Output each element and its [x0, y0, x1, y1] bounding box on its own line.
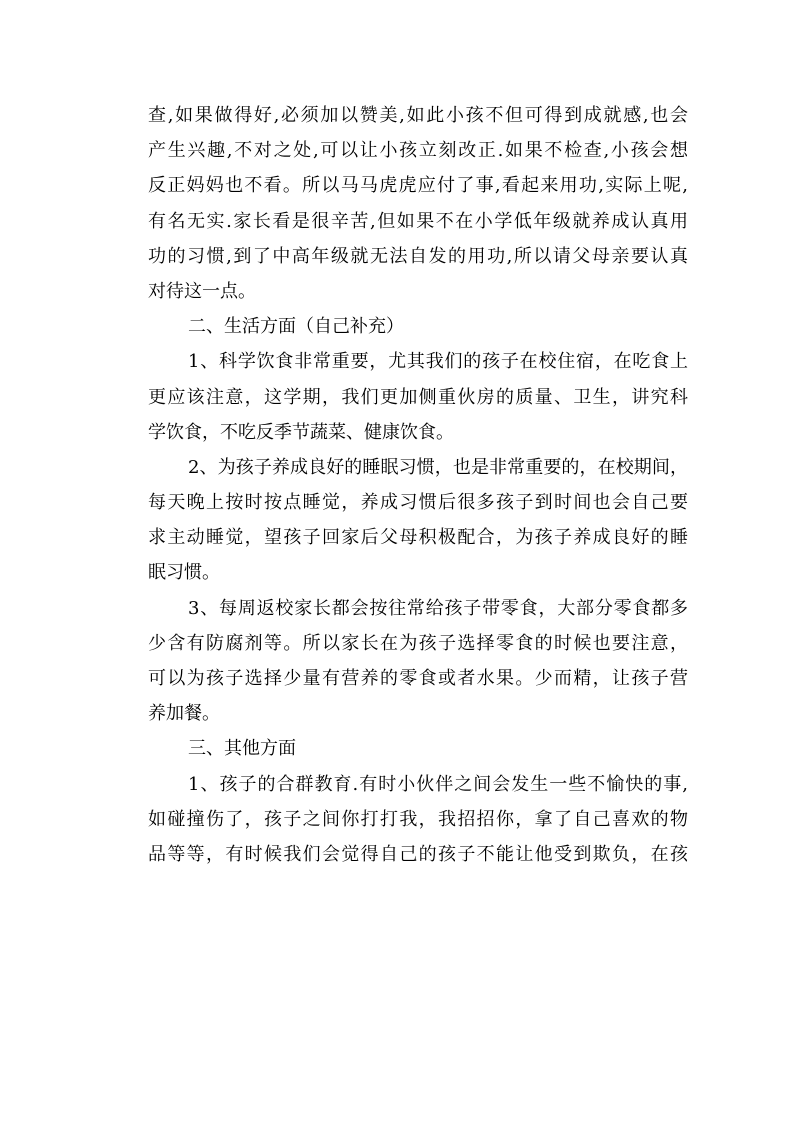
text-line: 2、为孩子养成良好的睡眠习惯，也是非常重要的，在校期间，	[188, 456, 688, 478]
text-line: 对待这一点。	[148, 280, 256, 302]
text-line: 眠习惯。	[148, 562, 220, 584]
text-line: 产生兴趣,不对之处,可以让小孩立刻改正.如果不检查,小孩会想	[148, 140, 688, 162]
text-line: 求主动睡觉，望孩子回家后父母积极配合，为孩子养成良好的睡	[148, 527, 688, 549]
text-line: 有名无实.家长看是很辛苦,但如果不在小学低年级就养成认真用	[148, 210, 688, 232]
text-line: 反正妈妈也不看。所以马马虎虎应付了事,看起来用功,实际上呢,	[148, 175, 688, 197]
section-heading-life: 二、生活方面（自己补充）	[188, 316, 404, 338]
text-line: 功的习惯,到了中高年级就无法自发的用功,所以请父母亲要认真	[148, 245, 688, 267]
text-line: 少含有防腐剂等。所以家长在为孩子选择零食的时候也要注意，	[148, 632, 688, 654]
text-line: 如碰撞伤了，孩子之间你打打我，我招招你，拿了自己喜欢的物	[148, 808, 688, 830]
text-line: 查,如果做得好,必须加以赞美,如此小孩不但可得到成就感,也会	[148, 105, 688, 126]
text-line: 3、每周返校家长都会按往常给孩子带零食，大部分零食都多	[188, 597, 688, 619]
text-line: 更应该注意，这学期，我们更加侧重伙房的质量、卫生，讲究科	[148, 386, 688, 408]
text-line: 可以为孩子选择少量有营养的零食或者水果。少而精，让孩子营	[148, 668, 688, 689]
section-heading-other: 三、其他方面	[188, 738, 296, 760]
text-line: 品等等，有时候我们会觉得自己的孩子不能让他受到欺负，在孩	[148, 843, 688, 865]
document-body	[148, 98, 688, 872]
text-line: 养加餐。	[148, 703, 220, 725]
text-line: 学饮食，不吃反季节蔬菜、健康饮食。	[148, 421, 454, 443]
text-line: 1、科学饮食非常重要，尤其我们的孩子在校住宿，在吃食上	[188, 351, 688, 373]
text-line: 每天晚上按时按点睡觉，养成习惯后很多孩子到时间也会自己要	[148, 492, 688, 514]
text-line: 1、孩子的合群教育.有时小伙伴之间会发生一些不愉快的事,	[188, 773, 688, 795]
